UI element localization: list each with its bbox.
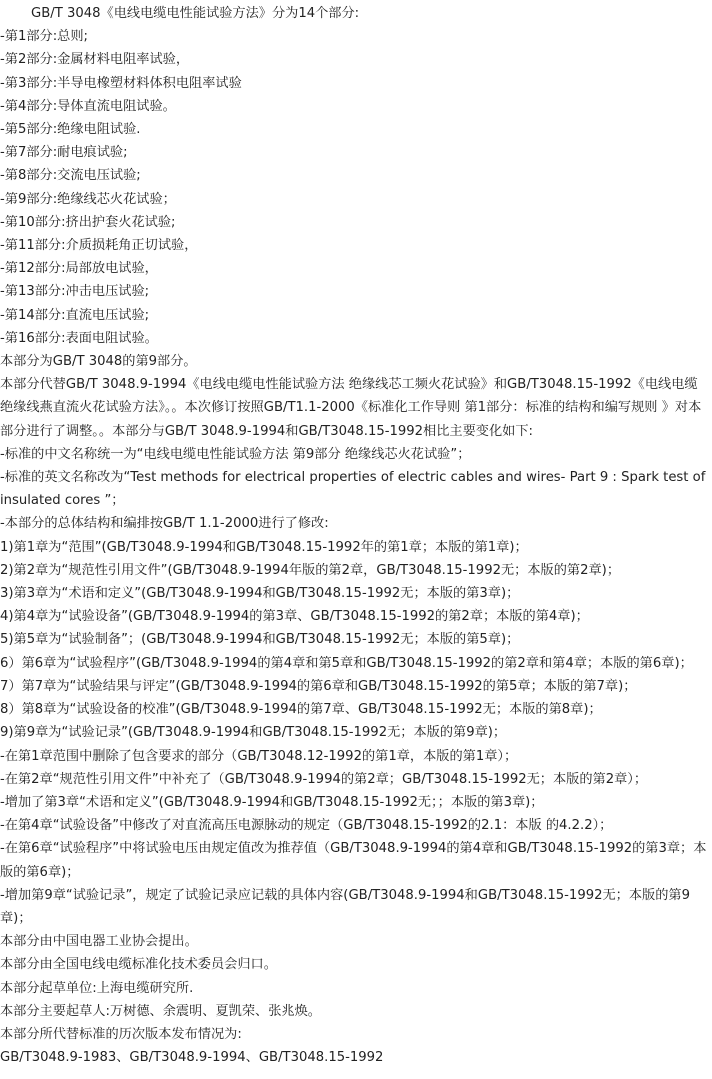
text-line: -第11部分:介质损耗角正切试验，: [0, 238, 198, 254]
text-line: 7）第7章为“试验结果与评定”(GB/T3048.9-1994的第6章和GB/T3048.15-1992的第5章；本版的第7章)；: [0, 678, 637, 694]
text-line: 1)第1章为“范围”(GB/T3048.9-1994和GB/T3048.15-1992年的第1章；本版的第1章)；: [0, 539, 528, 555]
text-line: -在第2章“规范性引用文件”中补充了（GB/T3048.9-1994的第2章；GB/T3048.15-1992无；本版的第2章）；: [0, 771, 648, 787]
text-line: -标准的中文名称统一为“电线电缆电性能试验方法 第9部分 绝缘线芯火花试验”；: [0, 446, 471, 462]
text-line: -第4部分:导体直流电阻试验。: [0, 98, 176, 114]
text-line: 4)第4章为“试验设备”(GB/T3048.9-1994的第3章、GB/T3048.15-1992的第2章；本版的第4章)；: [0, 609, 589, 625]
text-line: -第16部分:表面电阻试验。: [0, 330, 158, 346]
text-line: -第12部分:局部放电试验，: [0, 261, 158, 277]
text-line: 3)第3章为“术语和定义”(GB/T3048.9-1994和GB/T3048.15-1992无；本版的第3章)；: [0, 586, 520, 602]
text-line: 本部分起草单位:上海电缆研究所.: [0, 980, 194, 996]
text-line: 5)第5章为“试验制备”；(GB/T3048.9-1994和GB/T3048.15-1992无；本版的第5章)；: [0, 632, 520, 648]
text-line: -本部分的总体结构和编排按GB/T 1.1-2000进行了修改:: [0, 516, 329, 532]
text-line: -增加第9章“试验记录”，规定了试验记录应记载的具体内容(GB/T3048.9-1994和GB/T3048.15-1992无；本版的第9章)；: [0, 887, 691, 926]
text-line: -增加了第3章“术语和定义”(GB/T3048.9-1994和GB/T3048.15-1992无；；本版的第3章)；: [0, 794, 544, 810]
text-line: 9)第9章为“试验记录”(GB/T3048.9-1994和GB/T3048.15-1992无；本版的第9章)；: [0, 725, 507, 741]
text-line: GB/T 3048《电线电缆电性能试验方法》分为14个部分:: [31, 6, 360, 21]
text-line: -第8部分:交流电压试验;: [0, 168, 141, 184]
text-line: 本部分代替GB/T 3048.9-1994《电线电缆电性能试验方法 绝缘线芯工频火花试验》和GB/T3048.15-1992《电线电缆 绝缘线燕直流火花试验方法》。。本次修订按照GB/T1.1-2000《标准化工作导则 第1部分：标准的结构和编写规则 》对本部分进行了调整。。本部分与GB/T 3048.9-1994和GB/T3048.15-1992相比主要变化如下:: [0, 377, 702, 439]
text-line: -第2部分:金属材料电阻率试验，: [0, 52, 190, 68]
text-line: 本部分为GB/T 3048的第9部分。: [0, 354, 197, 370]
text-line: -第9部分:绝缘线芯火花试验；: [0, 191, 176, 207]
text-line: -在第6章“试验程序”中将试验电压由规定值改为推荐值（GB/T3048.9-1994的第4章和GB/T3048.15-1992的第3章；本版的第6章)；: [0, 841, 707, 880]
text-line: -在第1章范围中删除了包含要求的部分（GB/T3048.12-1992的第1章，本版的第1章）；: [0, 748, 518, 764]
text-line: 本部分所代替标准的历次版本发布情况为:: [0, 1026, 242, 1042]
text-line: 2)第2章为“规范性引用文件”(GB/T3048.9-1994年版的第2章，GB/T3048.15-1992无；本版的第2章)；: [0, 562, 621, 578]
text-line: -在第4章“试验设备”中修改了对直流高压电源脉动的规定（GB/T3048.15-1992的2.1：本版 的4.2.2）；: [0, 818, 613, 834]
text-line: -第13部分:冲击电压试验;: [0, 284, 150, 300]
text-line: -第14部分:直流电压试验;: [0, 307, 150, 323]
text-line: -第1部分:总则;: [0, 29, 88, 45]
text-line: -标准的英文名称改为“Test methods for electrical properties of electric cables and wires- Part 9 : Spark test of insulated cores ”；: [0, 470, 710, 509]
text-line: 本部分主要起草人:万树德、余震明、夏凯荣、张兆焕。: [0, 1003, 321, 1019]
text-line: GB/T3048.9-1983、GB/T3048.9-1994、GB/T3048.15-1992: [0, 1050, 384, 1066]
text-line: -第10部分:挤出护套火花试验;: [0, 214, 176, 230]
text-line: 8）第8章为“试验设备的校准”(GB/T3048.9-1994的第7章、GB/T3048.15-1992无；本版的第8章)；: [0, 702, 602, 718]
text-line: -第7部分:耐电痕试验;: [0, 145, 128, 161]
text-line: 本部分由中国电器工业协会提出。: [0, 934, 198, 950]
text-line: -第5部分:绝缘电阻试验.: [0, 122, 141, 138]
text-line: -第3部分:半导电橡塑材料体积电阻率试验: [0, 75, 242, 91]
text-line: 本部分由全国电线电缆标准化技术委员会归口。: [0, 957, 277, 973]
text-line: 6）第6章为“试验程序”(GB/T3048.9-1994的第4章和第5章和GB/T3048.15-1992的第2章和第4章；本版的第6章)；: [0, 655, 693, 671]
